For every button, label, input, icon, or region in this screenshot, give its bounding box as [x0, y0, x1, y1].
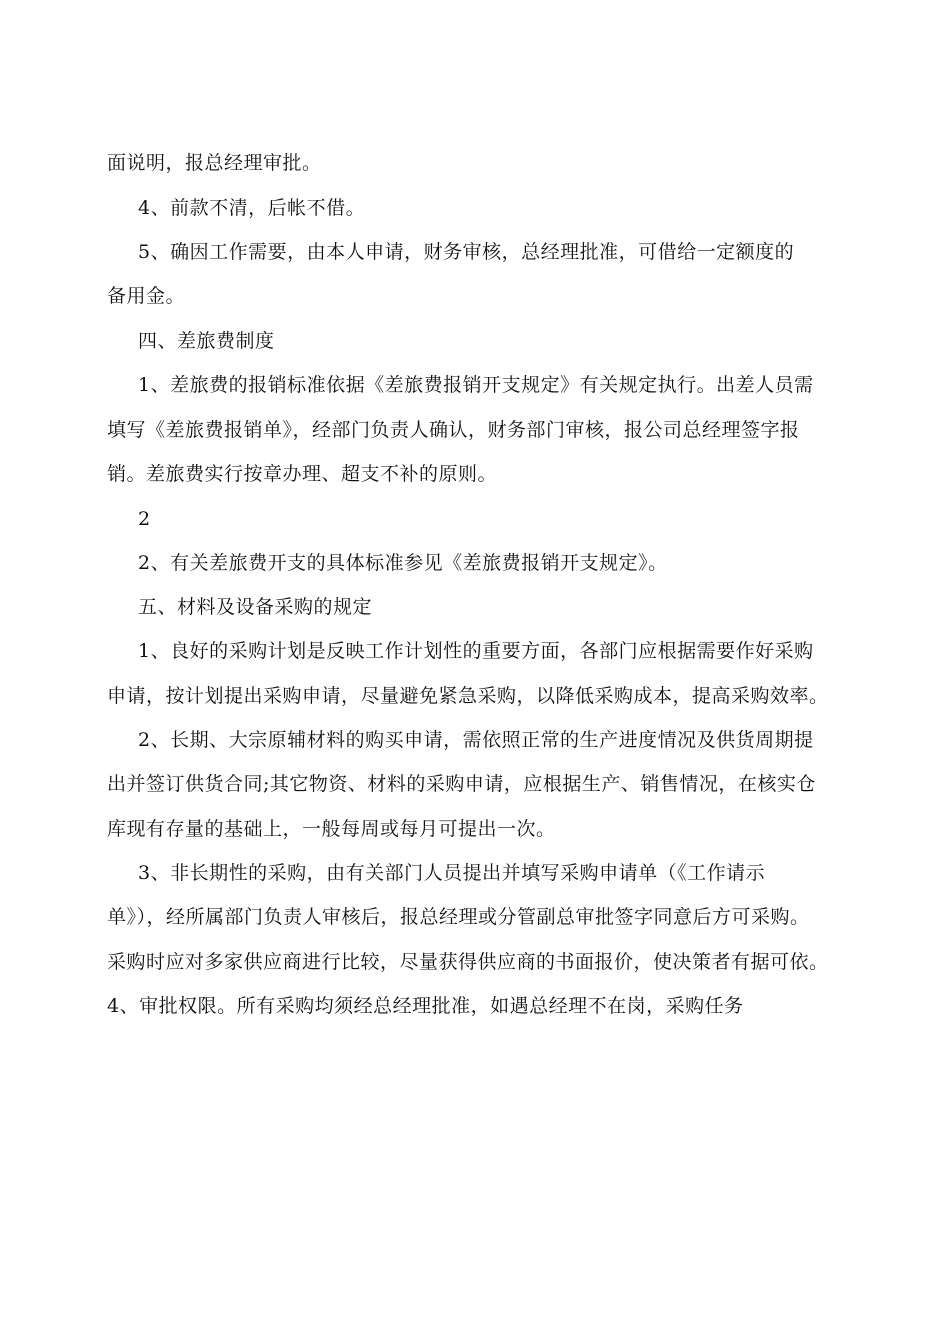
section-heading: 四、差旅费制度 [138, 330, 275, 352]
text-line: 3、非长期性的采购，由有关部门人员提出并填写采购申请单（《工作请示 [138, 862, 766, 884]
text-line: 4、前款不清，后帐不借。 [138, 197, 366, 219]
text-line: 填写《差旅费报销单》，经部门负责人确认，财务部门审核，报公司总经理签字报 [107, 419, 800, 441]
text-line: 2、长期、大宗原辅材料的购买申请，需依照正常的生产进度情况及供货周期提 [138, 729, 814, 751]
text-line: 4、审批权限。所有采购均须经总经理批准，如遇总经理不在岗，采购任务 [107, 995, 744, 1017]
text-line: 1、差旅费的报销标准依据《差旅费报销开支规定》有关规定执行。出差人员需 [138, 374, 814, 396]
text-line: 2、有关差旅费开支的具体标准参见《差旅费报销开支规定》。 [138, 552, 668, 574]
text-line: 库现有存量的基础上，一般每周或每月可提出一次。 [107, 818, 556, 840]
text-line: 单》），经所属部门负责人审核后，报总经理或分管副总审批签字同意后方可采购。 [107, 906, 810, 928]
text-line: 1、良好的采购计划是反映工作计划性的重要方面，各部门应根据需要作好采购 [138, 640, 814, 662]
text-line: 出并签订供货合同;其它物资、材料的采购申请，应根据生产、销售情况，在核实仓 [107, 773, 816, 795]
section-heading: 五、材料及设备采购的规定 [138, 596, 373, 618]
text-line: 5、确因工作需要，由本人申请，财务审核，总经理批准，可借给一定额度的 [138, 241, 795, 263]
text-line: 面说明，报总经理审批。 [107, 152, 322, 174]
text-line: 申请，按计划提出采购申请，尽量避免紧急采购，以降低采购成本，提高采购效率。 [107, 685, 829, 707]
text-line: 备用金。 [107, 285, 186, 307]
text-line: 销。差旅费实行按章办理、超支不补的原则。 [107, 463, 498, 485]
page-number: 2 [138, 508, 151, 530]
text-line: 采购时应对多家供应商进行比较，尽量获得供应商的书面报价，使决策者有据可依。 [107, 951, 829, 973]
